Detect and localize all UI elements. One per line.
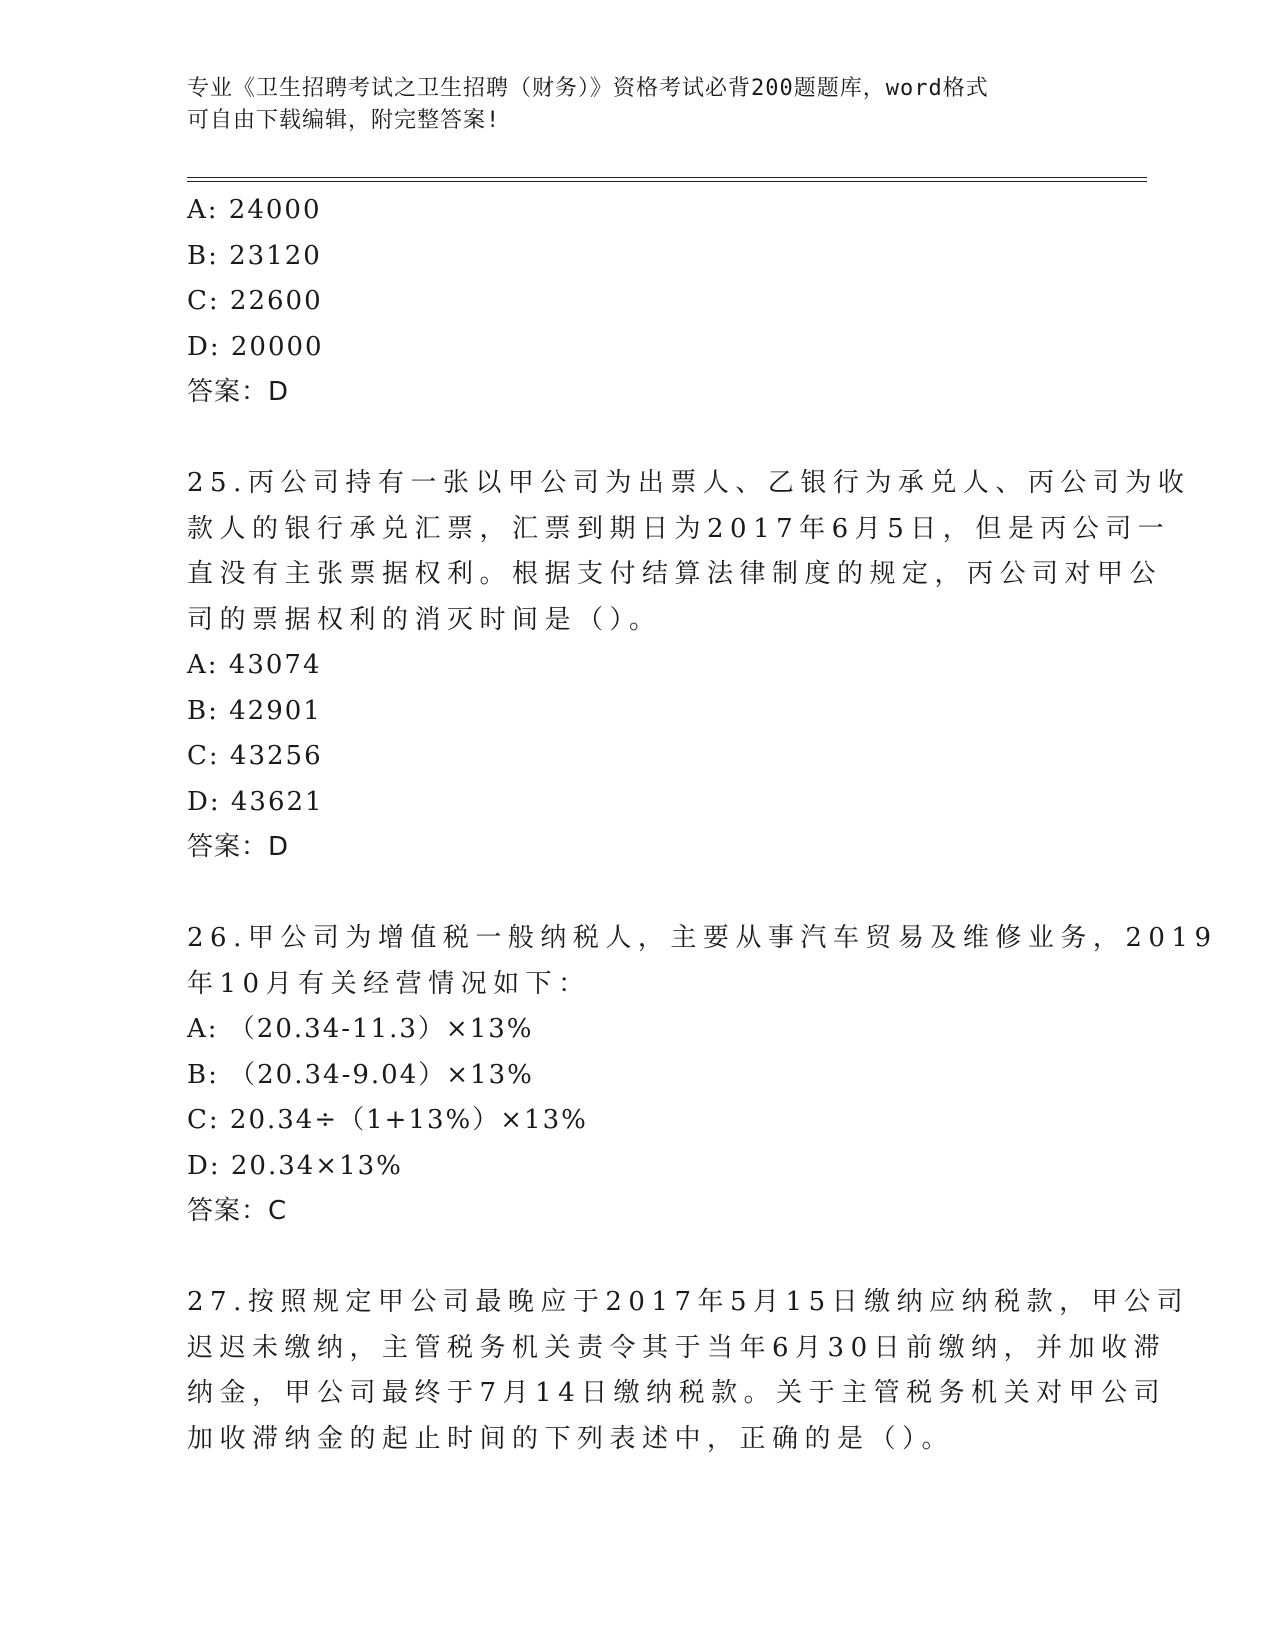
option-a: A: （20.34-11.3）×13% [187, 1014, 534, 1044]
spacer [187, 871, 1087, 917]
header-divider [187, 177, 1147, 182]
option-b: B: 23120 [187, 240, 322, 271]
document-header [187, 73, 1067, 137]
option-b: B: 42901 [187, 695, 322, 726]
question-block-27 [187, 1280, 1190, 1462]
option-a: A: 43074 [187, 650, 322, 680]
question-stem-line: 直没有主张票据权利。根据支付结算法律制度的规定，丙公司对甲公 [187, 559, 1163, 589]
spacer [187, 1235, 1087, 1281]
answer-line: 答案：D [187, 832, 290, 862]
answer-line: 答案：C [187, 1196, 288, 1226]
question-stem-line: 迟迟未缴纳，主管税务机关责令其于当年6月30日前缴纳，并加收滞 [187, 1332, 1167, 1363]
option-d: D: 20.34×13% [187, 1150, 403, 1181]
question-block-26 [187, 916, 1218, 1235]
question-block-24 [187, 188, 1087, 416]
header-line-2: 可自由下载编辑，附完整答案! [187, 108, 501, 133]
question-stem-line: 25.丙公司持有一张以甲公司为出票人、乙银行为承兑人、丙公司为收 [187, 468, 1191, 498]
option-b: B: （20.34-9.04）×13% [187, 1059, 534, 1090]
question-stem-line: 26.甲公司为增值税一般纳税人，主要从事汽车贸易及维修业务，2019 [187, 923, 1218, 953]
question-stem-line: 纳金，甲公司最终于7月14日缴纳税款。关于主管税务机关对甲公司 [187, 1378, 1167, 1408]
option-c: C: 20.34÷（1+13%）×13% [187, 1105, 588, 1135]
answer-line: 答案：D [187, 377, 290, 407]
header-line-1: 专业《卫生招聘考试之卫生招聘（财务）》资格考试必背200题题库，word格式 [187, 76, 989, 101]
spacer [187, 416, 1087, 462]
option-c: C: 22600 [187, 286, 323, 316]
question-block-25 [187, 461, 1191, 871]
question-stem-line: 款人的银行承兑汇票，汇票到期日为2017年6月5日，但是丙公司一 [187, 513, 1171, 544]
option-d: D: 20000 [187, 331, 324, 362]
question-stem-line: 加收滞纳金的起止时间的下列表述中，正确的是（）。 [187, 1423, 955, 1454]
question-stem-line: 司的票据权利的消灭时间是（）。 [187, 604, 662, 635]
option-c: C: 43256 [187, 741, 323, 771]
option-a: A: 24000 [187, 195, 322, 225]
question-stem-line: 年10月有关经营情况如下： [187, 968, 591, 999]
option-d: D: 43621 [187, 786, 324, 817]
question-stem-line: 27.按照规定甲公司最晚应于2017年5月15日缴纳应纳税款，甲公司 [187, 1287, 1190, 1317]
question-content [187, 188, 1218, 1462]
